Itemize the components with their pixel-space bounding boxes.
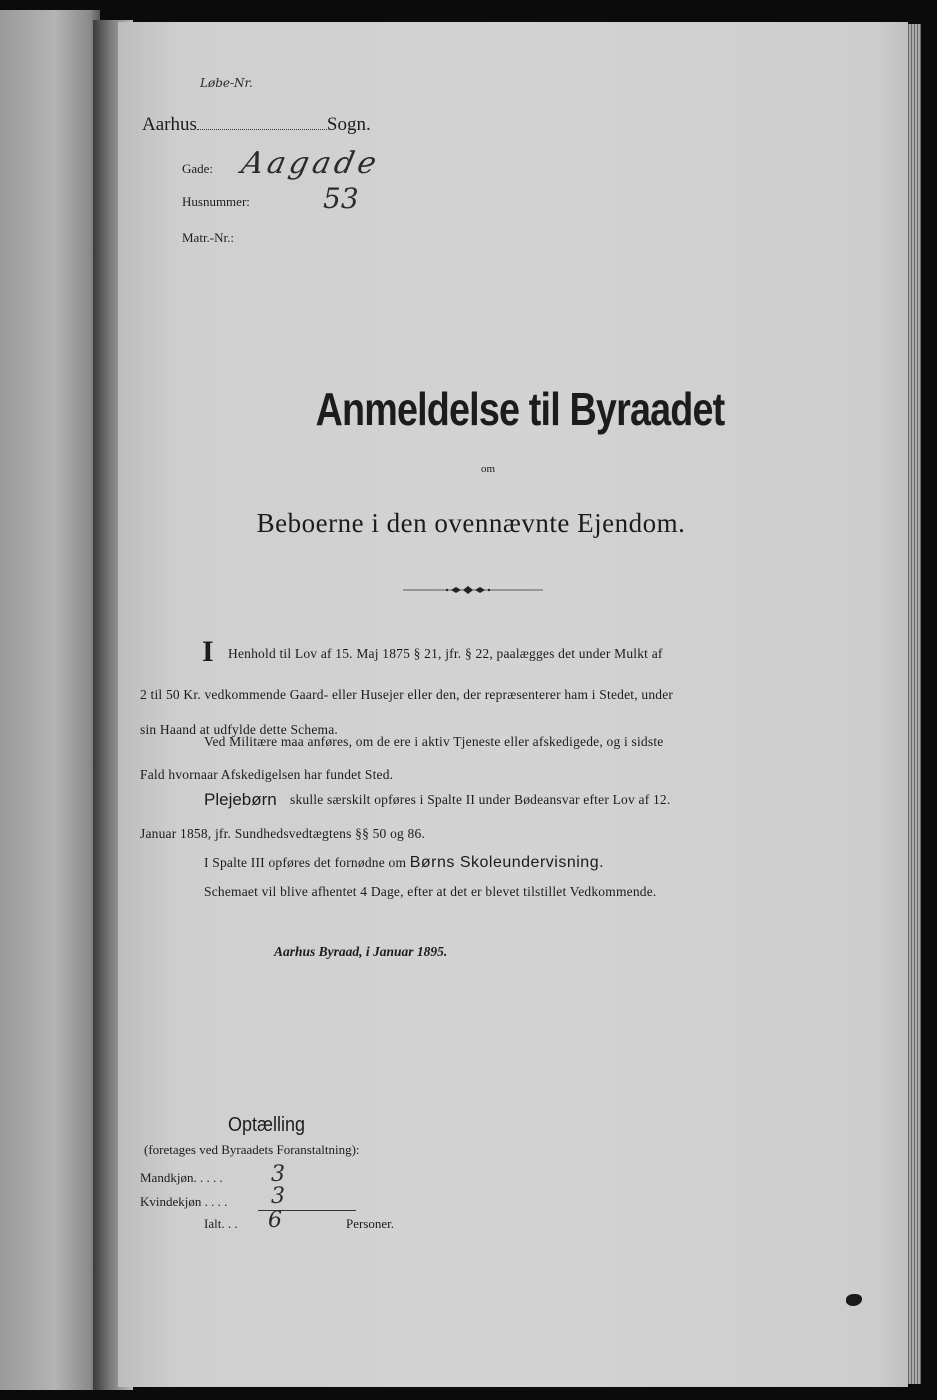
total-count-label: Ialt. . . (204, 1216, 238, 1231)
title-connector-om: om (480, 463, 496, 475)
paragraph-4-emphasis: Børns Skoleundervisning. (409, 854, 605, 871)
lobe-nr-label: Løbe-Nr. (200, 76, 253, 90)
male-count-value: 3 (271, 1162, 285, 1187)
gade-handwritten-value: Aagade (238, 146, 384, 181)
paragraph-2-line-2: Fald hvornaar Afskedigelsen har fundet Sted. (140, 767, 394, 782)
parish-dotted-line (197, 129, 327, 130)
count-subheading: (foretages ved Byraadets Foranstaltning): (144, 1142, 360, 1157)
paragraph-3-lead: Plejebørn (204, 790, 277, 809)
paragraph-1-line-1: Henhold til Lov af 15. Maj 1875 § 21, jfr. § 22, paalægges det under Mulkt af (228, 646, 663, 661)
husnummer-handwritten-value: 53 (323, 182, 359, 215)
page-subtitle: Beboerne i den ovennævnte Ejendom. (256, 508, 686, 538)
paragraph-2-line-1: Ved Militære maa anføres, om de ere i aktiv Tjeneste eller afskedigede, og i sidste (204, 734, 664, 749)
parish-name: Aarhus (142, 114, 197, 135)
paragraph-4-line-1 (204, 854, 604, 872)
count-heading: Optælling (228, 1114, 306, 1136)
ink-blot (846, 1294, 862, 1306)
parish-suffix: Sogn. (326, 114, 371, 135)
paragraph-3-line-2: Januar 1858, jfr. Sundhedsvedtægtens §§ 50 og 86. (140, 826, 426, 841)
paragraph-1-line-2: 2 til 50 Kr. vedkommende Gaard- eller Husejer eller den, der repræsenterer ham i Stedet, under (140, 687, 674, 702)
left-page-edge (0, 10, 100, 1390)
ornament-divider (403, 584, 543, 596)
page-title: Anmeldelse til Byraadet (315, 383, 725, 435)
husnummer-label: Husnummer: (182, 194, 250, 209)
total-count-value: 6 (268, 1208, 282, 1233)
paragraph-4-text: I Spalte III opføres det fornødne om (204, 855, 407, 870)
paragraph-3-line-1: skulle særskilt opføres i Spalte II under Bødeansvar efter Lov af 12. (290, 792, 671, 807)
drop-cap-initial: I (202, 635, 214, 668)
female-count-label: Kvindekjøn . . . . (140, 1194, 228, 1209)
female-count-value: 3 (271, 1184, 285, 1209)
document-page (118, 22, 908, 1387)
paragraph-1-line-3: sin Haand at udfylde dette Schema. (140, 722, 338, 737)
parish-line (142, 114, 371, 136)
matr-nr-label: Matr.-Nr.: (182, 230, 234, 245)
gade-label: Gade: (182, 161, 214, 176)
persons-label: Personer. (346, 1216, 395, 1231)
signature-line: Aarhus Byraad, i Januar 1895. (274, 944, 448, 959)
paragraph-5-line-1: Schemaet vil blive afhentet 4 Dage, efter at det er blevet tilstillet Vedkommende. (204, 884, 657, 899)
male-count-label: Mandkjøn. . . . . (140, 1170, 223, 1185)
